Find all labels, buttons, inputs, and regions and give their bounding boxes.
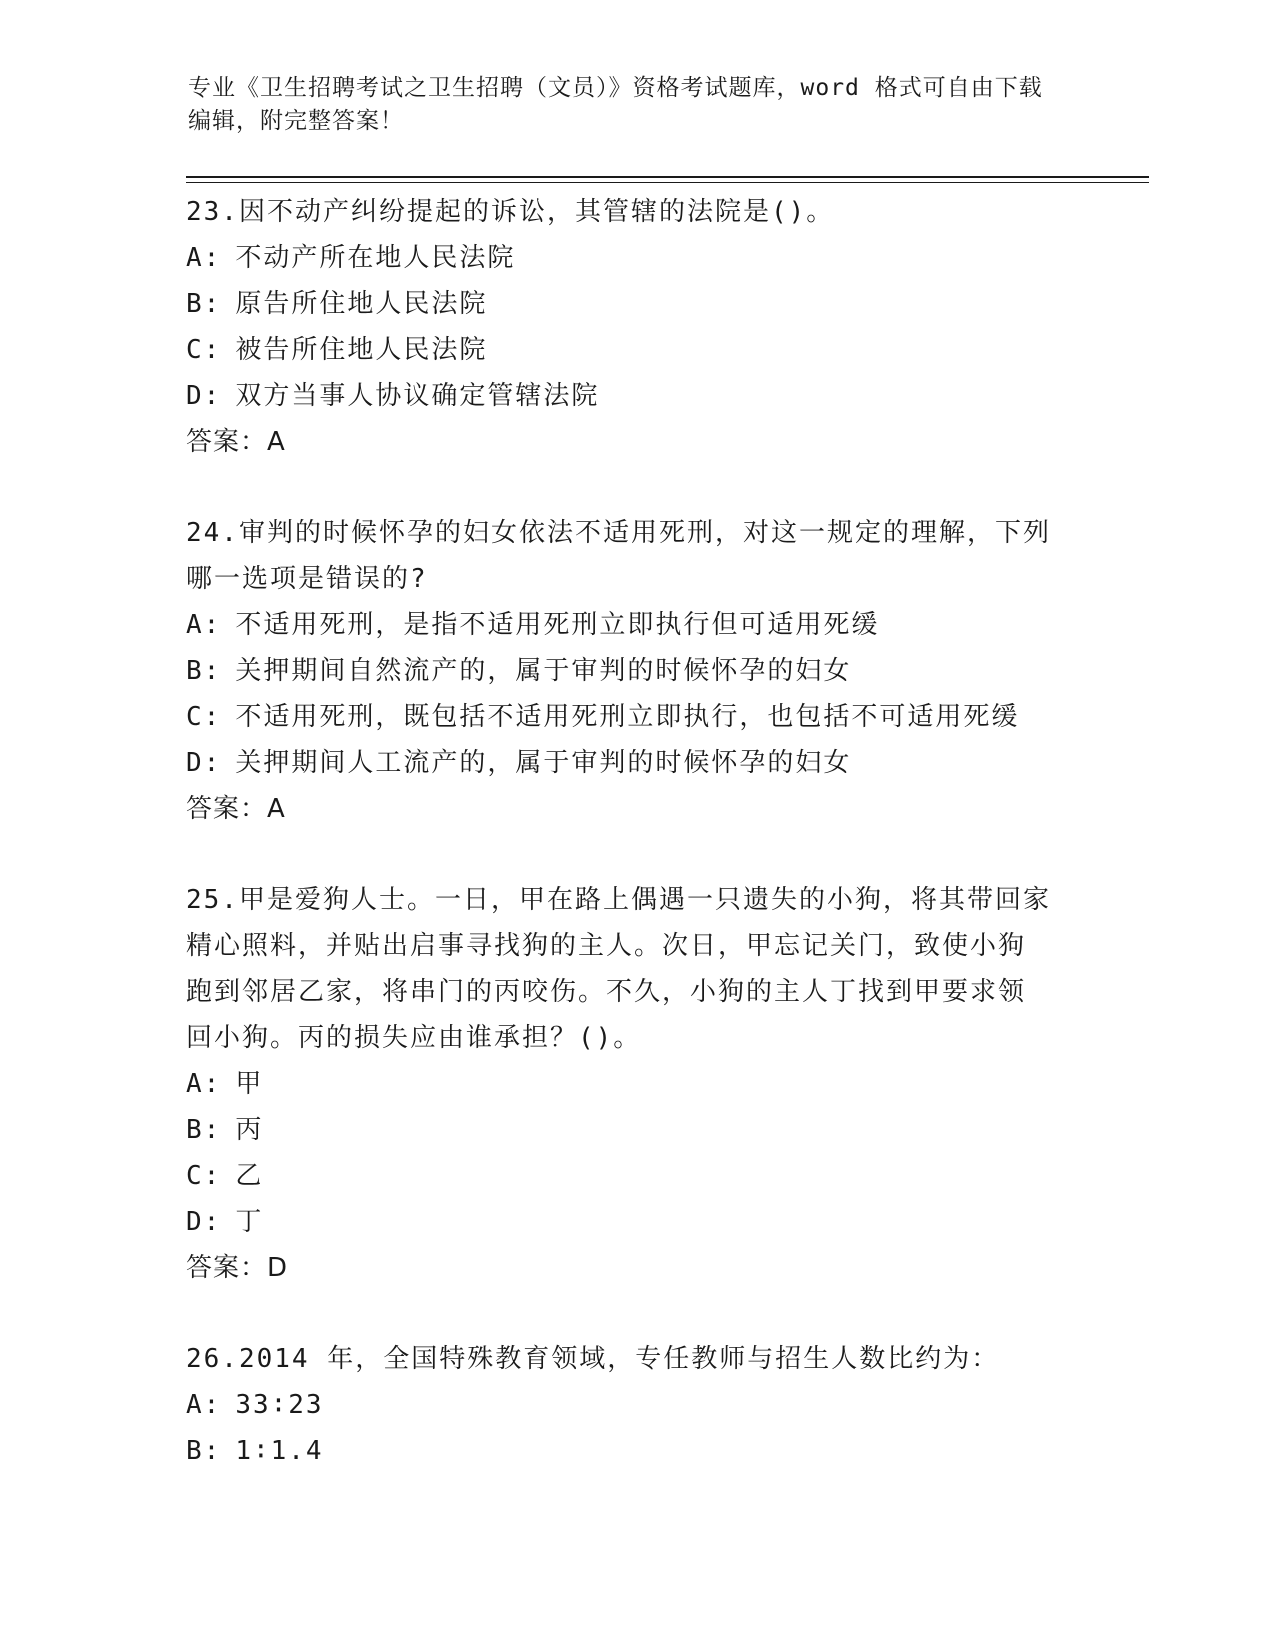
option-letter: B:	[186, 1436, 222, 1466]
option-text: 丙	[235, 1115, 264, 1145]
question-26	[186, 1336, 1086, 1474]
option-text: 1∶1.4	[235, 1436, 324, 1466]
header-rule-thin	[186, 182, 1149, 183]
question-list	[186, 189, 1086, 1519]
option-text: 不动产所在地人民法院	[235, 243, 516, 273]
option-text: 不适用死刑，既包括不适用死刑立即执行，也包括不可适用死缓	[235, 702, 1020, 732]
option-d	[186, 740, 1086, 786]
header-line-1: 专业《卫生招聘考试之卫生招聘（文员）》资格考试题库，word 格式可自由下载	[188, 75, 1043, 101]
option-b	[186, 1428, 1086, 1474]
question-stem-line: 哪一选项是错误的?	[186, 564, 428, 594]
answer-value: D	[267, 1253, 289, 1283]
option-b	[186, 1107, 1086, 1153]
option-text: 丁	[235, 1207, 264, 1237]
option-letter: C:	[186, 335, 222, 365]
option-b	[186, 281, 1086, 327]
option-letter: C:	[186, 702, 222, 732]
option-text: 被告所住地人民法院	[235, 335, 488, 365]
option-d	[186, 373, 1086, 419]
answer-line	[186, 786, 1086, 832]
option-text: 不适用死刑，是指不适用死刑立即执行但可适用死缓	[235, 610, 880, 640]
option-letter: D:	[186, 748, 222, 778]
question-24	[186, 510, 1086, 832]
option-letter: D:	[186, 381, 222, 411]
answer-label: 答案：	[186, 1253, 268, 1283]
option-text: 双方当事人协议确定管辖法院	[235, 381, 600, 411]
answer-value: A	[267, 427, 286, 457]
header-rule-thick	[186, 176, 1149, 178]
answer-label: 答案：	[186, 794, 268, 824]
document-header	[188, 72, 1068, 138]
option-letter: B:	[186, 1115, 222, 1145]
question-stem: 26.2014 年，全国特殊教育领域，专任教师与招生人数比约为：	[186, 1344, 1000, 1374]
answer-label: 答案：	[186, 427, 268, 457]
header-line-2: 编辑，附完整答案！	[188, 108, 404, 134]
question-25	[186, 877, 1086, 1291]
option-c	[186, 327, 1086, 373]
option-text: 原告所住地人民法院	[235, 289, 488, 319]
option-d	[186, 1199, 1086, 1245]
answer-line	[186, 419, 1086, 465]
option-letter: A:	[186, 243, 222, 273]
question-stem-line: 25.甲是爱狗人士。一日，甲在路上偶遇一只遗失的小狗，将其带回家	[186, 885, 1051, 915]
option-text: 甲	[235, 1069, 264, 1099]
option-letter: A:	[186, 610, 222, 640]
question-stem-line: 跑到邻居乙家，将串门的丙咬伤。不久，小狗的主人丁找到甲要求领	[186, 977, 1027, 1007]
question-stem: 23.因不动产纠纷提起的诉讼，其管辖的法院是()。	[186, 197, 835, 227]
option-b	[186, 648, 1086, 694]
option-text: 关押期间人工流产的，属于审判的时候怀孕的妇女	[235, 748, 852, 778]
option-letter: C:	[186, 1161, 222, 1191]
option-letter: D:	[186, 1207, 222, 1237]
answer-line	[186, 1245, 1086, 1291]
answer-value: A	[267, 794, 286, 824]
option-letter: A:	[186, 1390, 222, 1420]
option-a	[186, 1061, 1086, 1107]
option-c	[186, 1153, 1086, 1199]
option-c	[186, 694, 1086, 740]
option-a	[186, 602, 1086, 648]
question-stem-line: 24.审判的时候怀孕的妇女依法不适用死刑，对这一规定的理解，下列	[186, 518, 1051, 548]
option-text: 关押期间自然流产的，属于审判的时候怀孕的妇女	[235, 656, 852, 686]
option-letter: A:	[186, 1069, 222, 1099]
option-a	[186, 1382, 1086, 1428]
option-letter: B:	[186, 656, 222, 686]
question-stem-line: 回小狗。丙的损失应由谁承担？()。	[186, 1023, 642, 1053]
option-letter: B:	[186, 289, 222, 319]
option-text: 33∶23	[235, 1390, 324, 1420]
option-a	[186, 235, 1086, 281]
question-23	[186, 189, 1086, 465]
question-stem-line: 精心照料，并贴出启事寻找狗的主人。次日，甲忘记关门，致使小狗	[186, 931, 1027, 961]
option-text: 乙	[235, 1161, 264, 1191]
